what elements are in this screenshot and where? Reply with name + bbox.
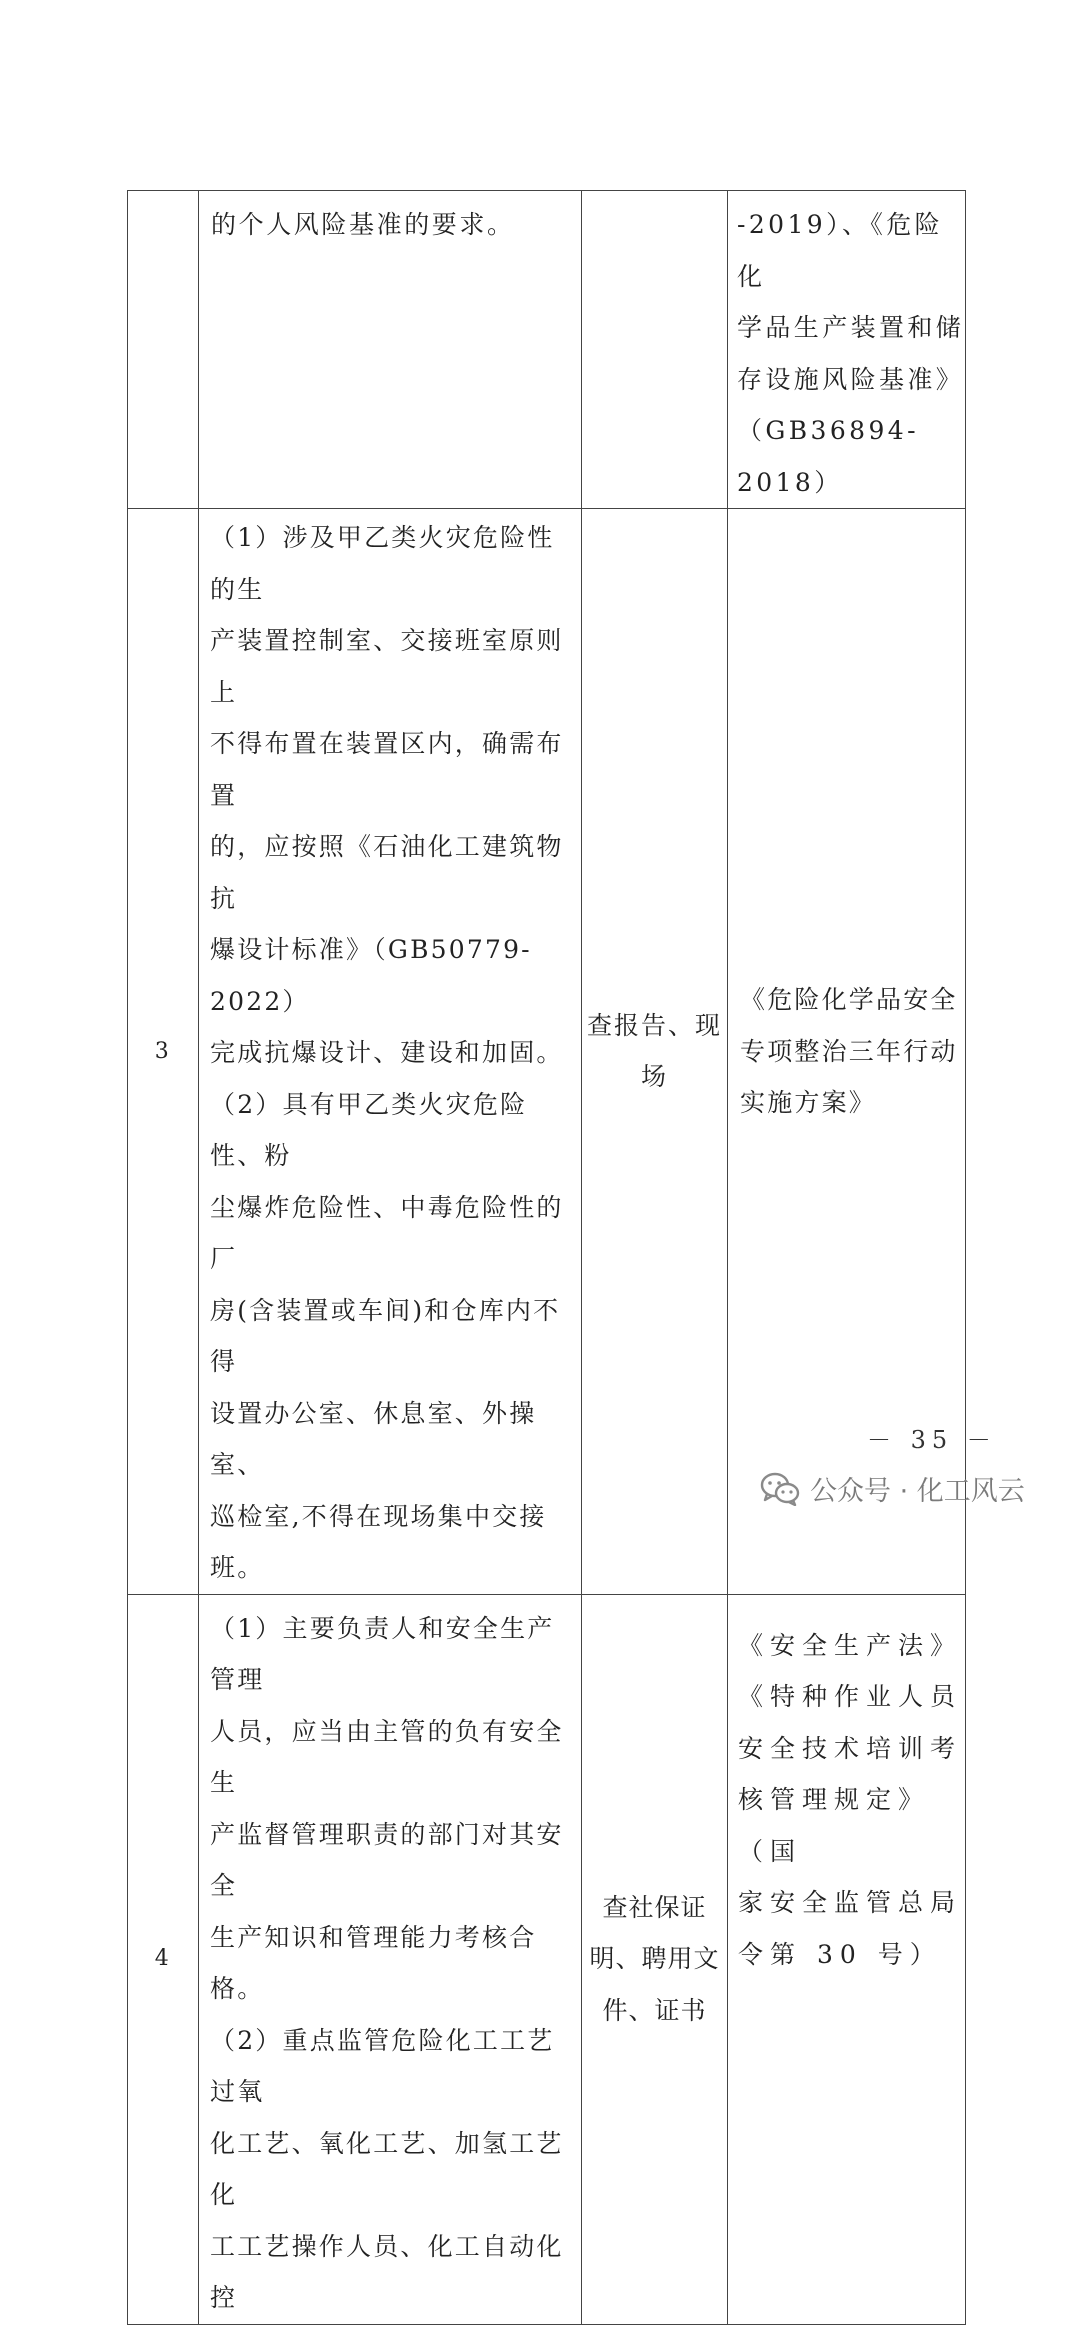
regulation-basis: 《安全生产法》 《特种作业人员 安全技术培训考 核管理规定》（国 家安全监管总局 令第 30 号） bbox=[738, 1630, 963, 1969]
inspection-method: 查社保证 明、聘用文 件、证书 bbox=[589, 1892, 720, 2025]
watermark bbox=[760, 1469, 1025, 1508]
requirement-content-cell bbox=[199, 1594, 582, 2324]
wechat-icon bbox=[760, 1472, 800, 1506]
requirement-content: 的个人风险基准的要求。 bbox=[211, 210, 515, 239]
inspection-method-cell bbox=[582, 509, 728, 1595]
row-number-cell bbox=[128, 509, 199, 1595]
regulation-basis: 《危险化学品安全 专项整治三年行动 实施方案》 bbox=[740, 985, 958, 1117]
row-number: 3 bbox=[154, 1038, 172, 1064]
row-number-cell bbox=[128, 1594, 199, 2324]
inspection-method-cell bbox=[582, 1594, 728, 2324]
requirement-content: （1）涉及甲乙类火灾危险性的生 产装置控制室、交接班室原则上 不得布置在装置区内，确需布置 的，应按照《石油化工建筑物抗 爆设计标准》（GB50779-2022） 完成抗爆设计、建设和加固。 （2）具有甲乙类火灾危险性、粉 尘爆炸危险性、中毒危险性的厂 房(含装置或车间)和仓库内不得 设置办公室、休息室、外操室、 巡检室,不得在现场集中交接班。 bbox=[210, 523, 564, 1582]
requirement-content-cell bbox=[199, 509, 582, 1595]
basis-cell bbox=[728, 1594, 966, 2324]
table-row bbox=[128, 509, 966, 1595]
inspection-method: 查报告、现 场 bbox=[586, 1010, 722, 1092]
regulation-basis: -2019）、《危险化 学品生产装置和储 存设施风险基准》 （GB36894-2018） bbox=[737, 210, 965, 497]
basis-cell bbox=[728, 191, 966, 509]
requirement-content-cell bbox=[199, 191, 582, 509]
inspection-method-cell bbox=[582, 191, 728, 509]
watermark-text: 公众号 · 化工风云 bbox=[810, 1476, 1025, 1507]
row-number: 4 bbox=[154, 1946, 172, 1972]
requirement-content: （1）主要负责人和安全生产管理 人员，应当由主管的负有安全生 产监督管理职责的部门对其安全 生产知识和管理能力考核合格。 （2）重点监管危险化工工艺过氧 化工艺、氧化工艺、加氢工艺化 工工艺操作人员、化工自动化控 bbox=[210, 1613, 564, 2312]
table-row bbox=[128, 1594, 966, 2324]
page-number: － 35 － bbox=[867, 1426, 997, 1454]
requirements-table bbox=[127, 190, 966, 2325]
table-row bbox=[128, 191, 966, 509]
row-number-cell bbox=[128, 191, 199, 509]
